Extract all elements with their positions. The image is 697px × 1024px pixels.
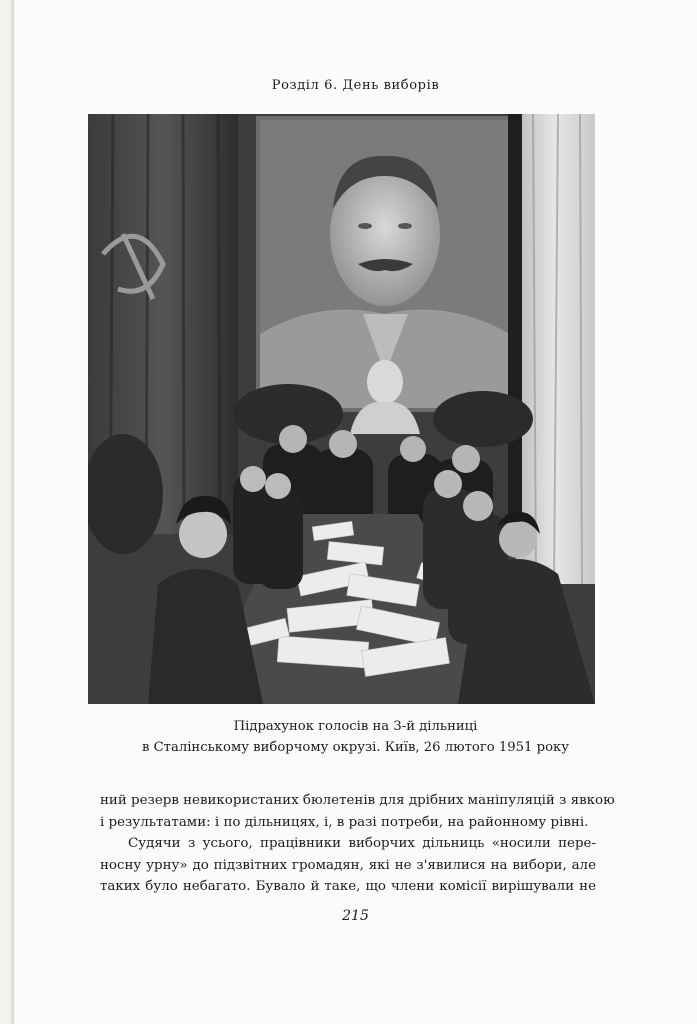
- paragraph: [100, 790, 615, 833]
- running-head: Розділ 6. День виборів: [271, 78, 440, 93]
- caption-line: в Сталінському виборчому окрузі. Київ, 26 лютого 1951 року: [141, 740, 570, 755]
- text-line: носну урну» до підзвітних громадян, які не з'явилися на вибори, але: [100, 857, 596, 873]
- archival-photo: [88, 114, 595, 704]
- text-line: ний резерв невикористаних бюлетенів для дрібних маніпуляцій з явкою: [100, 793, 615, 808]
- text-line: і результатами: і по дільницях, і, в разі потреби, на районному рівні.: [100, 814, 589, 830]
- photo-illustration: [88, 114, 595, 704]
- page-number: 215: [342, 908, 369, 924]
- photo-caption: [14, 716, 697, 758]
- book-page: [14, 0, 697, 1024]
- text-line: Судячи з усього, працівники виборчих дільниць «носили пере-: [128, 836, 596, 851]
- text-line: таких було небагато. Бувало й таке, що члени комісії вирішували не: [100, 879, 596, 894]
- caption-line: Підрахунок голосів на 3-й дільниці: [233, 719, 478, 734]
- paragraph: [100, 833, 596, 898]
